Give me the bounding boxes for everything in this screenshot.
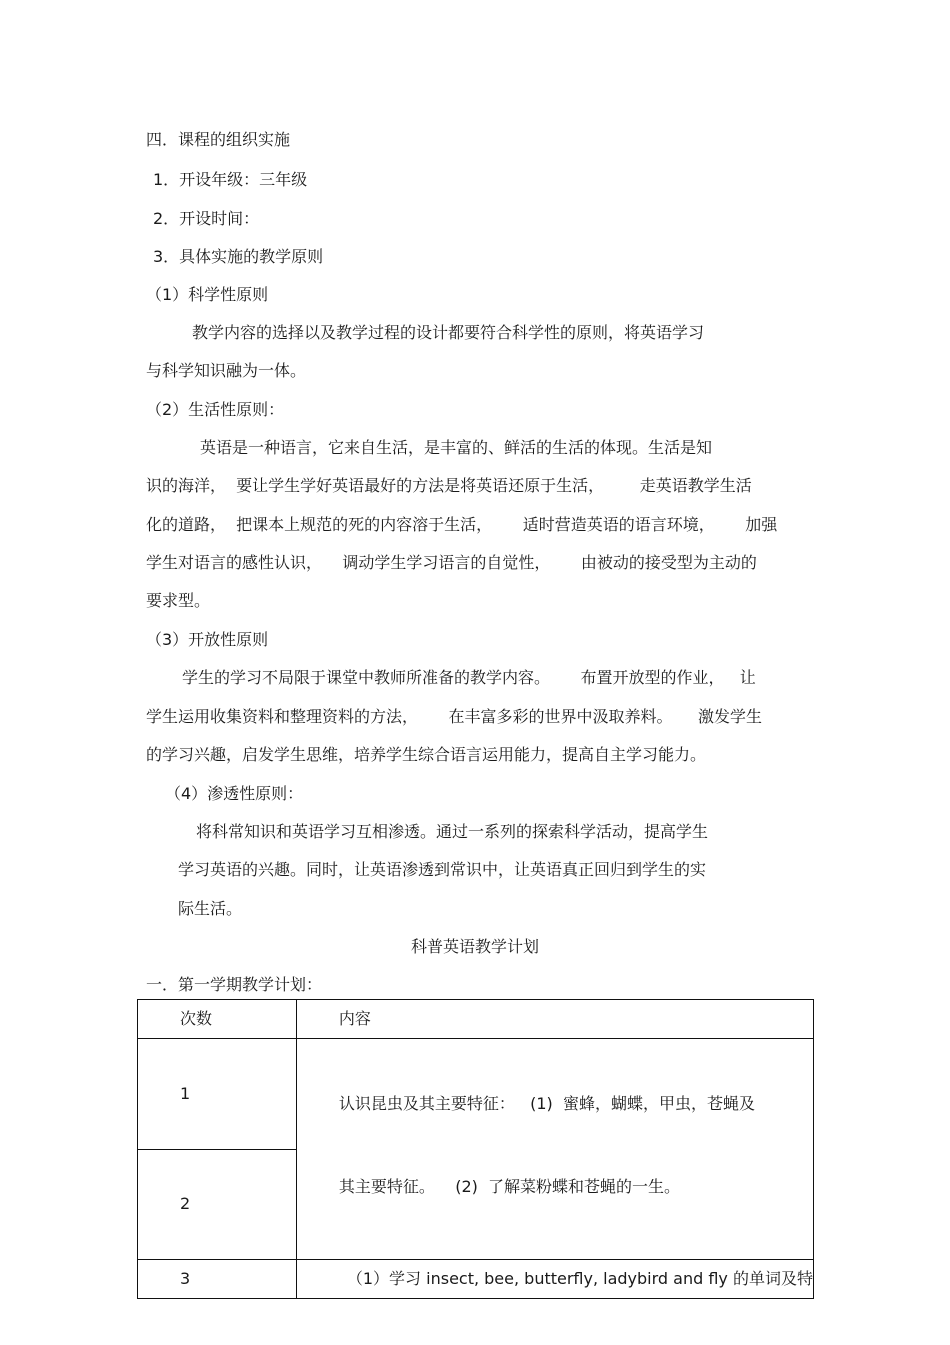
- principle-3-line: 学生的学习不局限于课堂中教师所准备的教学内容。 布置开放型的作业， 让: [182, 668, 756, 687]
- row-number: 2: [138, 1149, 297, 1260]
- row-number: 3: [138, 1260, 297, 1299]
- content-line: 认识昆虫及其主要特征： (1) 蜜蜂，蝴蝶，甲虫，苍蝇及: [338, 1094, 755, 1113]
- principle-3-title: （3）开放性原则: [146, 630, 269, 649]
- principle-1-line: 教学内容的选择以及教学过程的设计都要符合科学性的原则，将英语学习: [192, 323, 705, 342]
- principle-3-line: 学生运用收集资料和整理资料的方法， 在丰富多彩的世界中汲取养料。 激发学生: [146, 707, 762, 726]
- header-content: 内容: [296, 1000, 813, 1039]
- header-count: 次数: [138, 1000, 297, 1039]
- plan-table: [137, 999, 814, 1299]
- principle-2-line: 识的海洋， 要让学生学好英语最好的方法是将英语还原于生活， 走英语教学生活: [146, 476, 752, 495]
- merged-content-cell: [296, 1039, 813, 1260]
- principle-4-line: 学习英语的兴趣。同时，让英语渗透到常识中，让英语真正回归到学生的实: [178, 860, 707, 879]
- principle-4-line: 际生活。: [178, 899, 243, 918]
- row-number: 1: [138, 1039, 297, 1150]
- principle-2-line: 要求型。: [146, 591, 211, 610]
- principle-2-title: （2）生活性原则：: [146, 400, 285, 419]
- content-line: 其主要特征。 (2) 了解菜粉蝶和苍蝇的一生。: [338, 1177, 681, 1196]
- principle-4-line: 将科常知识和英语学习互相渗透。通过一系列的探索科学活动，提高学生: [196, 822, 709, 841]
- principle-2-line: 英语是一种语言，它来自生活，是丰富的、鲜活的生活的体现。生活是知: [200, 438, 713, 457]
- item-grade: 1．开设年级：三年级: [153, 170, 308, 189]
- item-time: 2．开设时间：: [153, 209, 260, 228]
- principle-1-line: 与科学知识融为一体。: [146, 361, 307, 380]
- section-heading: 四．课程的组织实施: [146, 130, 291, 149]
- table-header-row: [138, 1000, 814, 1039]
- plan-subtitle: 一．第一学期教学计划：: [146, 975, 323, 994]
- item-principles: 3．具体实施的教学原则: [153, 247, 324, 266]
- principle-4-title: （4）渗透性原则：: [165, 784, 304, 803]
- table-row: [138, 1039, 814, 1150]
- principle-2-line: 化的道路， 把课本上规范的死的内容溶于生活， 适时营造英语的语言环境， 加强: [146, 515, 778, 534]
- principle-2-line: 学生对语言的感性认识， 调动学生学习语言的自觉性， 由被动的接受型为主动的: [146, 553, 757, 572]
- principle-1-title: （1）科学性原则: [146, 285, 269, 304]
- plan-title: 科普英语教学计划: [410, 937, 539, 956]
- table-row: [138, 1260, 814, 1299]
- principle-3-line: 的学习兴趣，启发学生思维，培养学生综合语言运用能力，提高自主学习能力。: [146, 745, 707, 764]
- row3-content: （1）学习 insect, bee, butterfly, ladybird and fly 的单词及特: [296, 1260, 813, 1299]
